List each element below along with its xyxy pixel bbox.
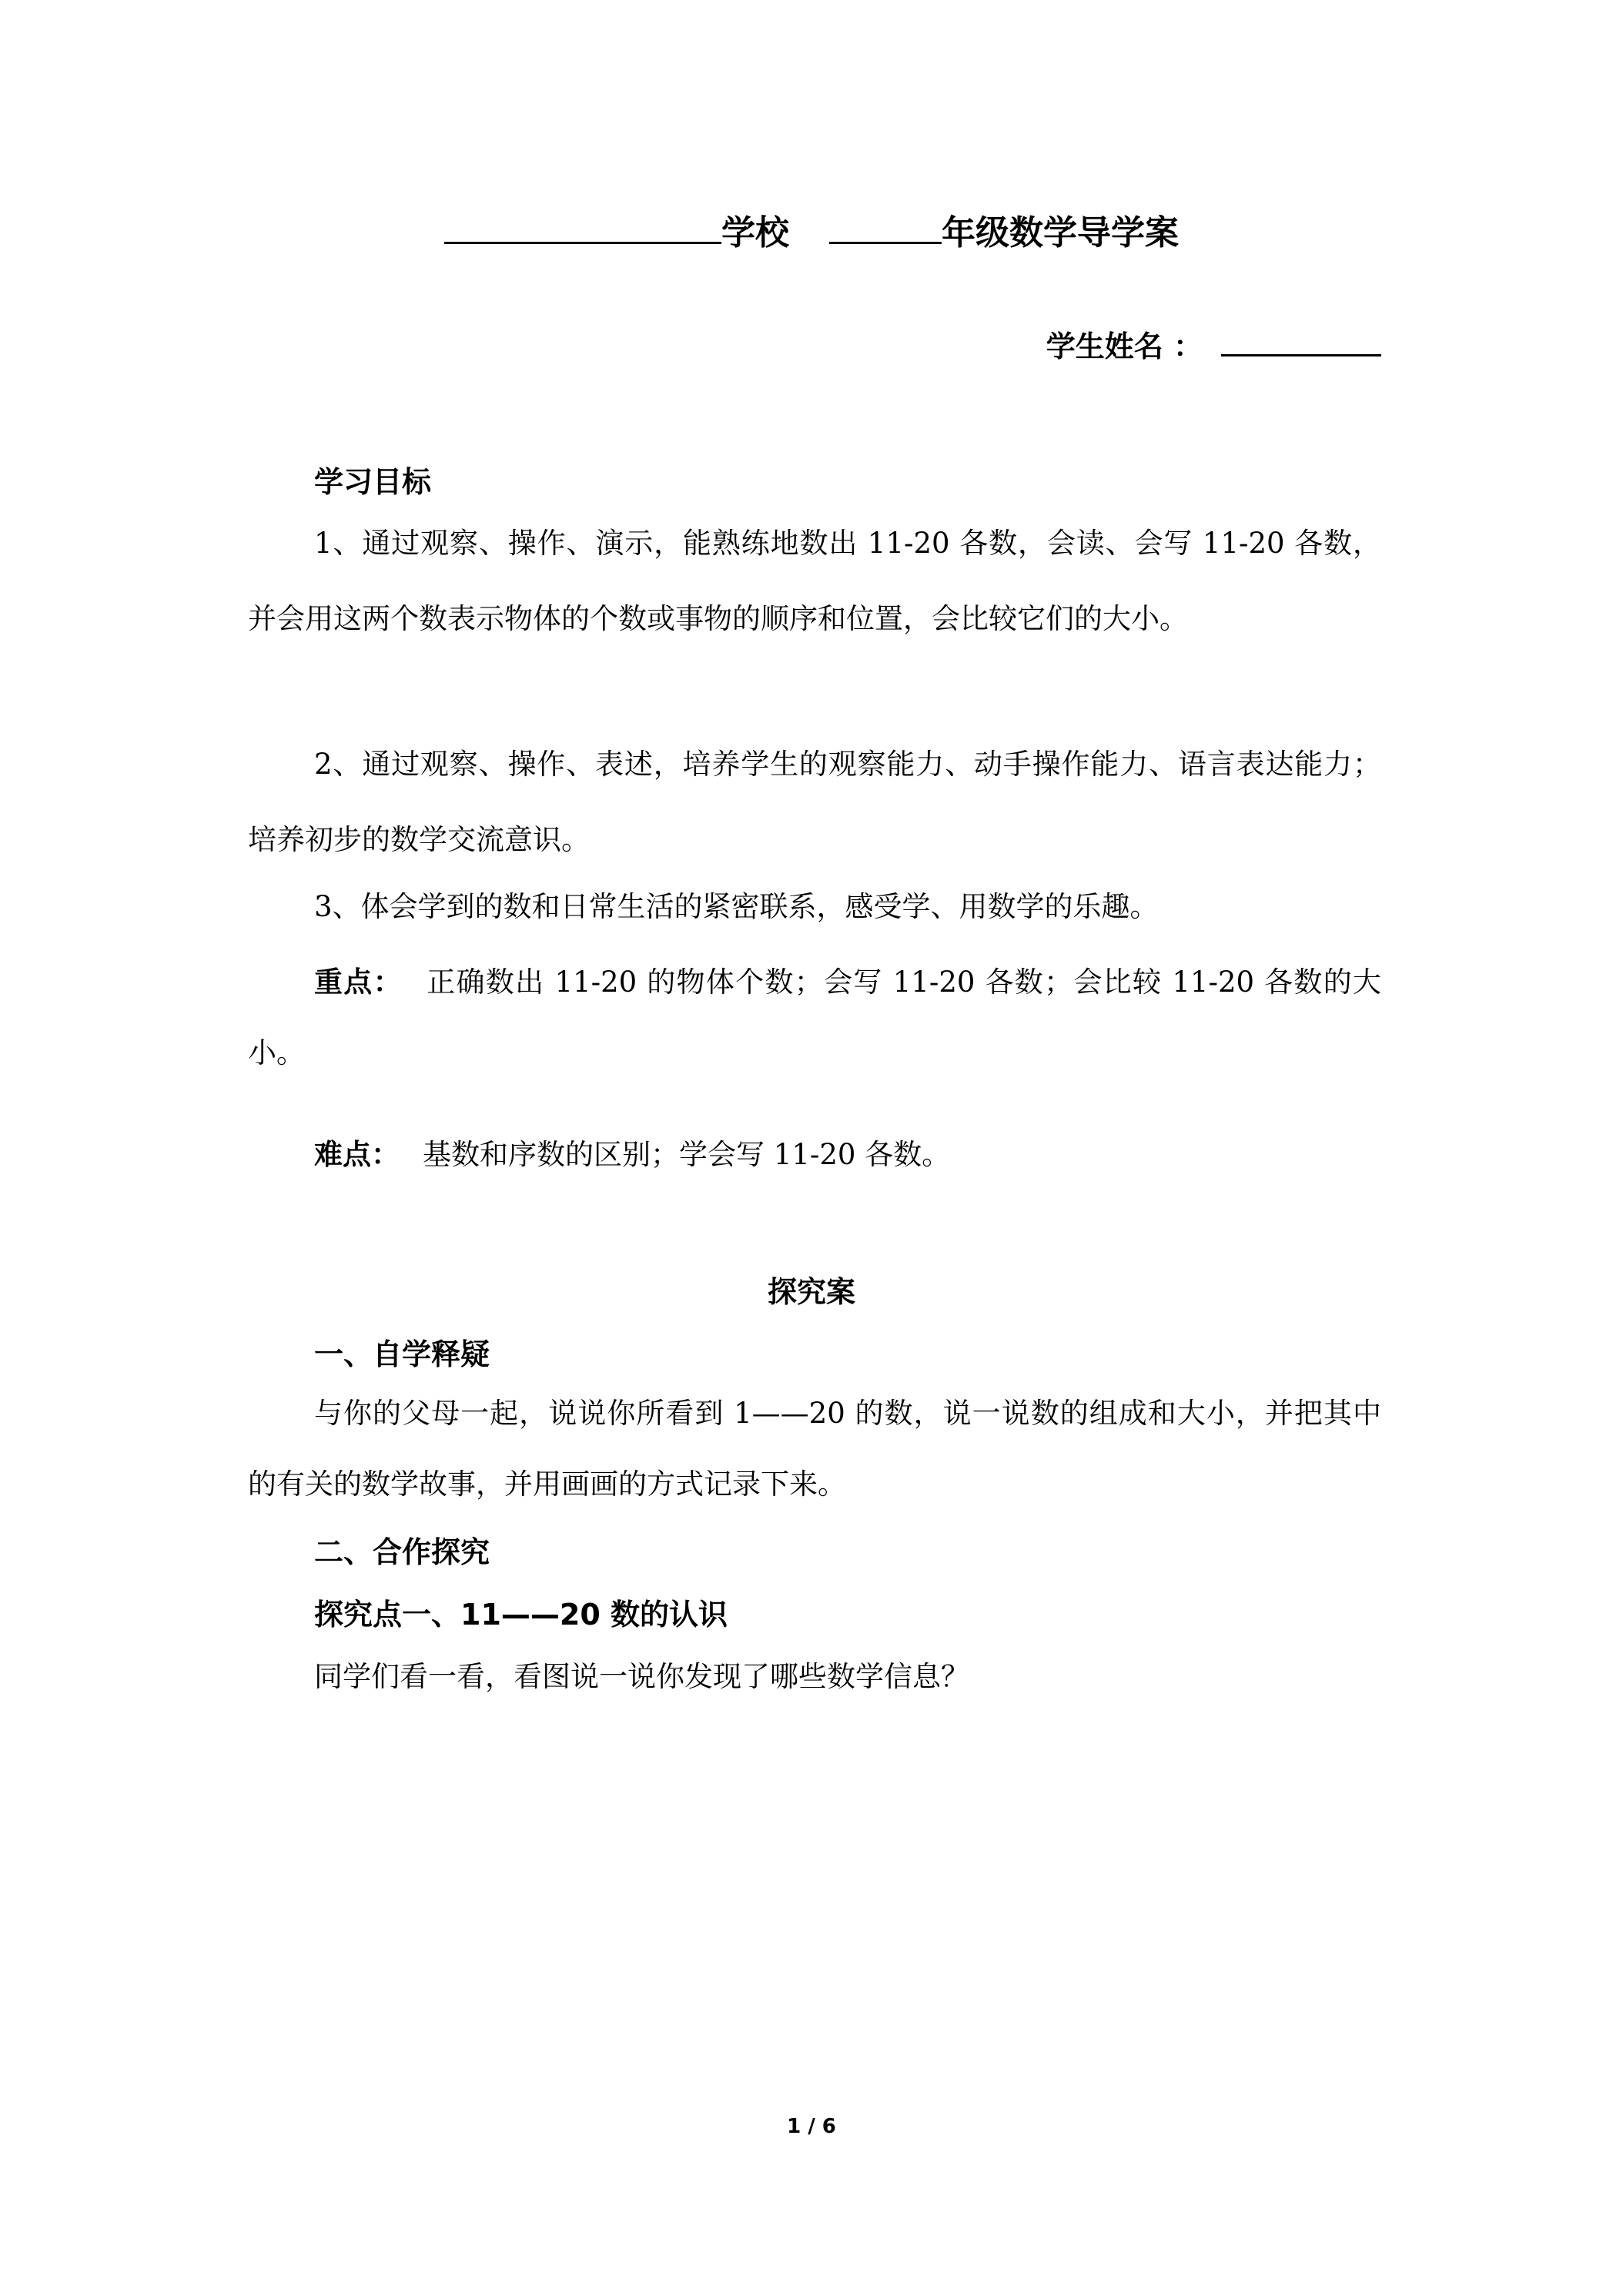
objectives-heading: 学习目标 <box>314 465 432 499</box>
grade-blank <box>829 206 942 244</box>
school-blank <box>444 206 721 244</box>
worksheet-title <box>246 206 1377 256</box>
self-study-heading: 一、自学释疑 <box>314 1337 490 1371</box>
inquiry-heading: 探究案 <box>767 1275 855 1309</box>
self-study-text: 与你的父母一起，说说你所看到 1——20 的数，说一说数的组成和大小，并把其中的有关的数学故事，并用画画的方式记录下来。 <box>248 1397 1381 1501</box>
student-name-blank <box>1221 319 1381 356</box>
student-name-label: 学生姓名 ： <box>1046 330 1203 363</box>
inquiry-prompt: 同学们看一看，看图说一说你发现了哪些数学信息？ <box>314 1660 969 1693</box>
grade-label: 年级数学导学案 <box>942 213 1179 253</box>
page-number: 1 / 6 <box>787 2115 836 2138</box>
inquiry-point-heading: 探究点一、11——20 数的认识 <box>314 1598 728 1632</box>
objective-item-2: 2、通过观察、操作、表述，培养学生的观察能力、动手操作能力、语言表达能力；培养初步的数学交流意识。 <box>248 748 1381 856</box>
cooperation-heading: 二、合作探究 <box>314 1535 490 1569</box>
difficult-points-text: 基数和序数的区别；学会写 11-20 各数。 <box>423 1138 951 1171</box>
school-label: 学校 <box>721 213 789 253</box>
student-name-line <box>1046 319 1381 368</box>
key-points-label: 重点： <box>314 966 403 999</box>
difficult-points-paragraph <box>314 1133 950 1176</box>
difficult-points-label: 难点： <box>314 1138 400 1171</box>
objective-item-3: 3、体会学到的数和日常生活的紧密联系，感受学、用数学的乐趣。 <box>314 890 1159 923</box>
key-points-paragraph <box>248 947 1381 1089</box>
objective-item-1: 1、通过观察、操作、演示，能熟练地数出 11-20 各数，会读、会写 11-20 各数，并会用这两个数表示物体的个数或事物的顺序和位置，会比较它们的大小。 <box>248 527 1381 635</box>
key-points-text: 正确数出 11-20 的物体个数；会写 11-20 各数；会比较 11-20 各数的大小。 <box>248 966 1382 1069</box>
